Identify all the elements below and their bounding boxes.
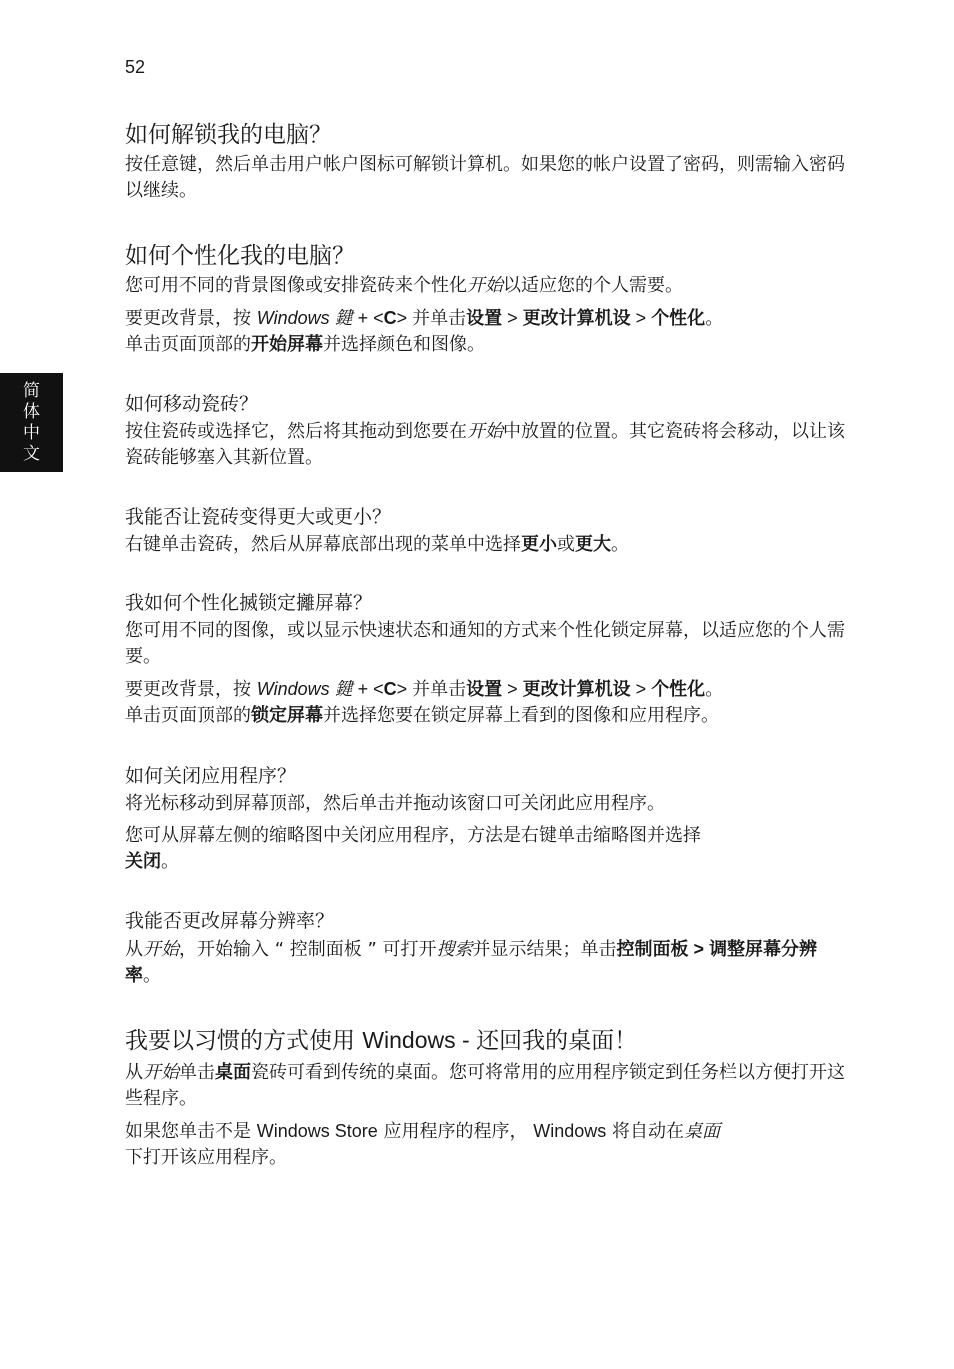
paragraph-resolution: 从开始，开始输入 “ 控制面板 ” 可打开搜索并显示结果；单击控制面板 > 调整屏幕分辨率。 — [125, 939, 818, 986]
side-tab-char: 体 — [23, 401, 40, 422]
section-lock-screen — [125, 590, 847, 729]
section-title-move-tiles: 如何移动瓷砖？ — [125, 393, 259, 415]
paragraph-close-app-drag: 将光标移动到屏幕顶部，然后单击并拖动该窗口可关闭此应用程序。 — [125, 793, 665, 814]
section-title-resolution: 我能否更改屏幕分辨率？ — [125, 910, 335, 932]
paragraph-close-app-thumbnail: 您可从屏幕左侧的缩略图中关闭应用程序，方法是右键单击缩略图并选择 关闭。 — [125, 825, 701, 872]
paragraph-lock-screen-intro: 您可用不同的图像，或以显示快速状态和通知的方式来个性化锁定屏幕，以适应您的个人需要。 — [125, 620, 845, 667]
language-side-tab — [0, 373, 63, 472]
section-title-lock-screen: 我如何个性化搣锁定攡屏幕？ — [125, 592, 373, 614]
paragraph-desktop-tile: 从开始单击桌面瓷砖可看到传统的桌面。您可将常用的应用程序锁定到任务栏以方便打开这些程序。 — [125, 1062, 845, 1109]
paragraph-personalize-intro: 您可用不同的背景图像或安排瓷砖来个性化开始以适应您的个人需要。 — [125, 275, 683, 296]
paragraph-personalize-steps: 要更改背景，按 Windows 鍵 + <C> 并单击设置 > 更改计算机设 > 个性化。 单击页面顶部的开始屏幕并选择颜色和图像。 — [125, 308, 724, 355]
section-move-tiles — [125, 391, 847, 471]
section-tile-size — [125, 504, 847, 558]
paragraph-desktop-apps: 如果您单击不是 Windows Store 应用程序的程序， Windows 将自动在桌面 下打开该应用程序。 — [125, 1121, 720, 1168]
section-resolution — [125, 908, 847, 989]
section-title-personalize: 如何个性化我的电脑？ — [125, 243, 355, 269]
page-number: 52 — [125, 57, 146, 77]
section-title-desktop: 我要以习惯的方式使用 Windows - 还回我的桌面！ — [125, 1027, 638, 1054]
side-tab-char: 简 — [23, 380, 40, 401]
section-personalize — [125, 241, 847, 358]
section-title-tile-size: 我能否让瓷砖变得更大或更小？ — [125, 506, 392, 528]
section-unlock — [125, 120, 847, 204]
paragraph-move-tiles: 按住瓷砖或选择它，然后将其拖动到您要在开始中放置的位置。其它瓷砖将会移动，以让该瓷砖能够塞入其新位置。 — [125, 421, 845, 468]
section-title-unlock: 如何解锁我的电脑？ — [125, 122, 332, 148]
side-tab-char: 文 — [23, 443, 40, 464]
section-close-app — [125, 763, 847, 875]
paragraph-lock-screen-steps: 要更改背景，按 Windows 鍵 + <C> 并单击设置 > 更改计算机设 > 个性化。 单击页面顶部的锁定屏幕并选择您要在锁定屏幕上看到的图像和应用程序。 — [125, 679, 724, 726]
paragraph-tile-size: 右键单击瓷砖，然后从屏幕底部出现的菜单中选择更小或更大。 — [125, 534, 629, 555]
side-tab-char: 中 — [23, 422, 40, 443]
paragraph-unlock: 按任意键，然后单击用户帐户图标可解锁计算机。如果您的帐户设置了密码，则需输入密码以继续。 — [125, 154, 845, 201]
section-title-close-app: 如何关闭应用程序？ — [125, 765, 297, 787]
section-desktop — [125, 1025, 847, 1171]
